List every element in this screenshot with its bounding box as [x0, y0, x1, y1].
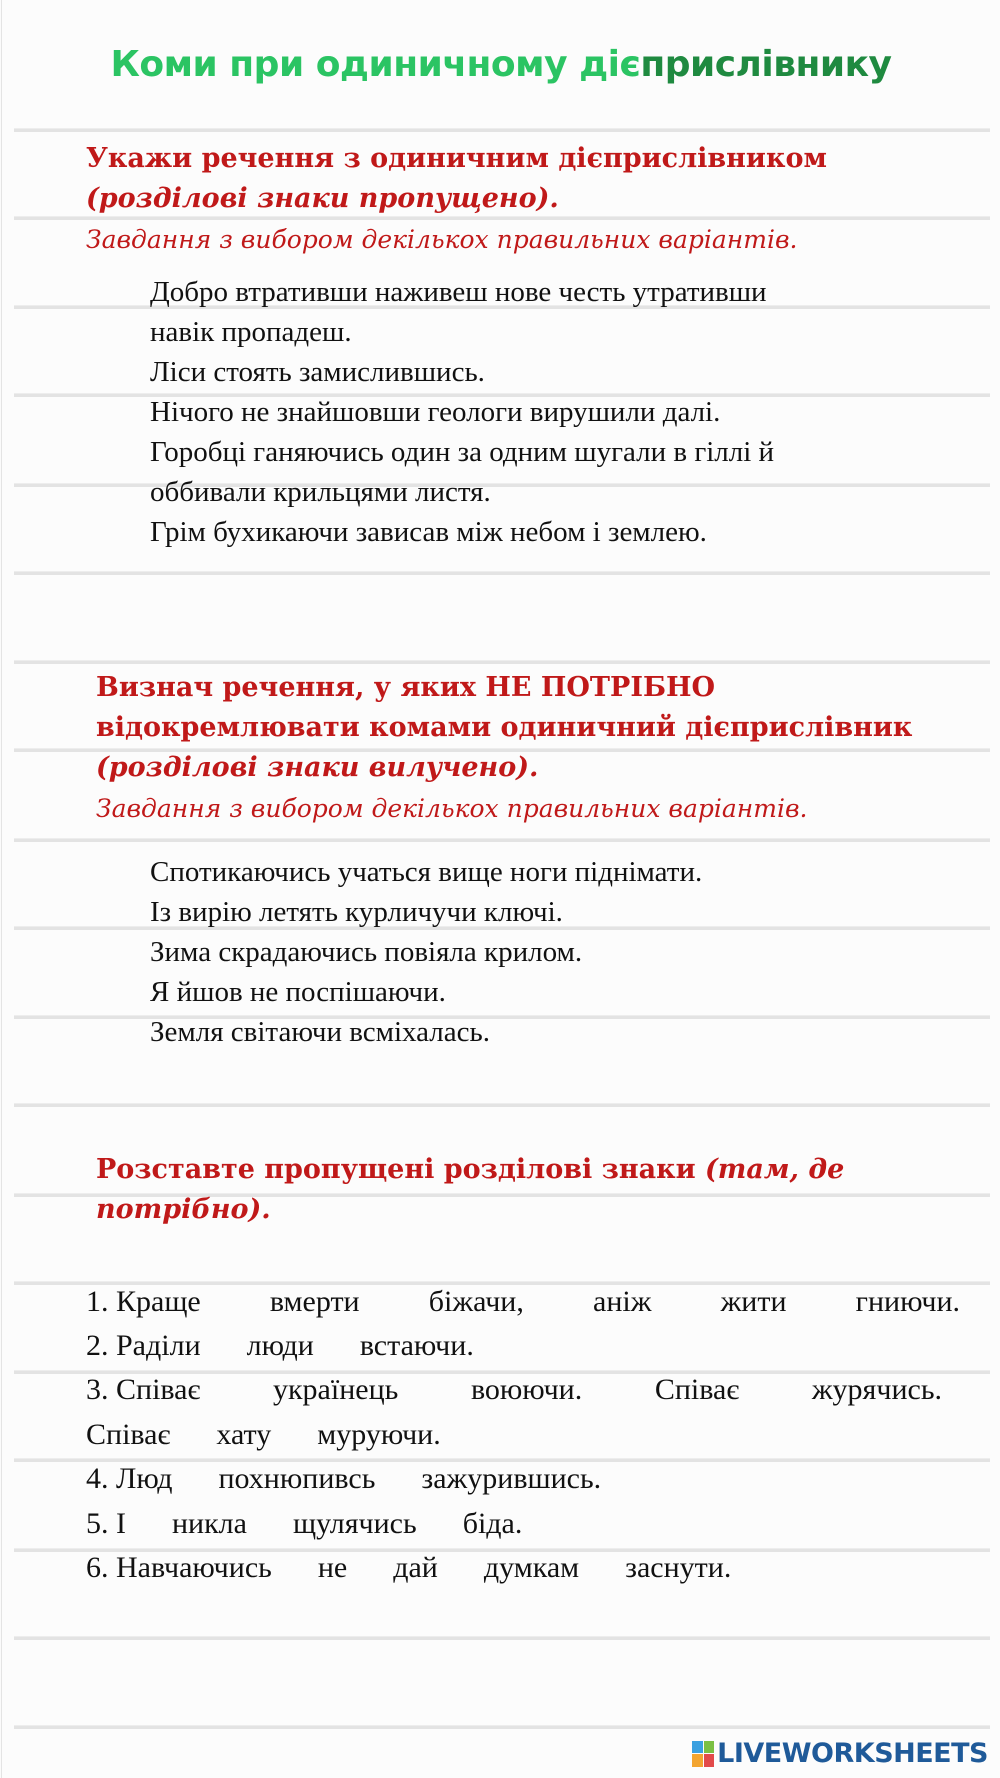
- task3-heading-note: потрібно).: [96, 1194, 271, 1225]
- title-part-dark: прислівнику: [640, 44, 892, 85]
- exercise-line: [86, 1413, 960, 1457]
- ruled-line: [14, 571, 990, 575]
- title-part-light: Коми при одиничному діє: [110, 44, 641, 85]
- task2-subtitle: Завдання з вибором декількох правильних варіантів.: [96, 794, 808, 823]
- exercise-word[interactable]: Співає: [654, 1373, 740, 1406]
- task2-heading: [96, 668, 912, 788]
- exercise-line: [86, 1324, 960, 1368]
- task2-heading-note: (розділові знаки вилучено).: [96, 752, 539, 783]
- exercise-word[interactable]: похнюпивсь: [218, 1462, 376, 1495]
- exercise-word[interactable]: не: [317, 1551, 348, 1584]
- exercise-word[interactable]: аніж: [593, 1285, 652, 1318]
- ruled-line: [14, 660, 990, 664]
- task2-heading-line: відокремлювати комами одиничний дієприслівник: [96, 712, 913, 743]
- task2-option[interactable]: Я йшов не поспішаючи.: [150, 976, 446, 1008]
- exercise-word[interactable]: 4. Люд: [86, 1462, 173, 1495]
- exercise-word[interactable]: заснути.: [625, 1551, 732, 1584]
- ruled-line: [14, 128, 990, 132]
- task3-heading-text: Розставте пропущені розділові знаки: [96, 1154, 706, 1185]
- task2-option[interactable]: Земля світаючи всміхалась.: [150, 1016, 490, 1048]
- exercise-line: [86, 1280, 960, 1324]
- ruled-line: [14, 1103, 990, 1107]
- exercise-line: [86, 1546, 960, 1590]
- task1-option[interactable]: Нічого не знайшовши геологи вирушили далі.: [150, 396, 721, 428]
- exercise-word[interactable]: журячись.: [811, 1373, 942, 1406]
- exercise-word[interactable]: українець: [272, 1373, 399, 1406]
- task2-option[interactable]: Зима скрадаючись повіяла крилом.: [150, 936, 583, 968]
- task1-heading-note: (розділові знаки пропущено).: [86, 183, 559, 214]
- exercise-word[interactable]: 1. Краще: [86, 1285, 201, 1318]
- exercise-word[interactable]: зажурившись.: [421, 1462, 602, 1495]
- task3-heading: [96, 1150, 844, 1230]
- exercise-word[interactable]: 2. Раділи: [86, 1329, 201, 1362]
- exercise-word[interactable]: муруючи.: [317, 1418, 441, 1451]
- exercise-word[interactable]: 5. І: [86, 1507, 126, 1540]
- task1-subtitle: Завдання з вибором декількох правильних варіантів.: [86, 225, 798, 254]
- exercise-word[interactable]: думкам: [483, 1551, 580, 1584]
- exercise-word[interactable]: 6. Навчаючись: [86, 1551, 272, 1584]
- page-title: [2, 44, 1000, 85]
- exercise-word[interactable]: щулячись: [292, 1507, 417, 1540]
- task1-option[interactable]: Горобці ганяючись один за одним шугали в гіллі й: [150, 436, 775, 468]
- exercise-word[interactable]: біжачи,: [428, 1285, 524, 1318]
- exercise-word[interactable]: никла: [172, 1507, 247, 1540]
- liveworksheets-logo-icon: [692, 1741, 714, 1767]
- ruled-line: [14, 1725, 990, 1729]
- task2-option[interactable]: Із вирію летять курличучи ключі.: [150, 896, 563, 928]
- exercise-line: [86, 1502, 960, 1546]
- exercise-word[interactable]: жити: [720, 1285, 787, 1318]
- exercise-word[interactable]: гниючи.: [855, 1285, 960, 1318]
- worksheet-page: [1, 0, 1000, 1778]
- task2-option[interactable]: Спотикаючись учаться вище ноги піднімати.: [150, 856, 703, 888]
- task1-heading-text: Укажи речення з одиничним дієприслівником: [86, 143, 827, 174]
- exercise-line: [86, 1368, 942, 1412]
- exercise-word[interactable]: біда.: [462, 1507, 523, 1540]
- logo-text: LIVEWORKSHEETS: [717, 1738, 988, 1769]
- exercise-word[interactable]: хату: [216, 1418, 272, 1451]
- task3-heading-note: (там, де: [705, 1154, 845, 1185]
- ruled-line: [14, 1636, 990, 1640]
- task1-option[interactable]: Грім бухикаючи зависав між небом і землею.: [150, 516, 707, 548]
- exercise-word[interactable]: дай: [393, 1551, 438, 1584]
- exercise-word[interactable]: вмерти: [269, 1285, 360, 1318]
- task1-option-continuation[interactable]: оббивали крильцями листя.: [150, 476, 491, 508]
- exercise-word[interactable]: люди: [246, 1329, 314, 1362]
- ruled-line: [14, 838, 990, 842]
- exercise-word[interactable]: 3. Співає: [86, 1373, 201, 1406]
- task1-option[interactable]: Добро втративши наживеш нове честь утративши: [150, 276, 767, 308]
- exercise-word[interactable]: воюючи.: [470, 1373, 583, 1406]
- exercise-word[interactable]: встаючи.: [359, 1329, 474, 1362]
- task1-option[interactable]: Ліси стоять замислившись.: [150, 356, 485, 388]
- task1-heading: [86, 139, 827, 219]
- exercise-word[interactable]: Співає: [86, 1418, 171, 1451]
- task1-option-continuation[interactable]: навік пропадеш.: [150, 316, 352, 348]
- task2-heading-line: Визнач речення, у яких НЕ ПОТРІБНО: [96, 672, 716, 703]
- liveworksheets-logo[interactable]: [692, 1738, 988, 1769]
- exercise-line: [86, 1457, 960, 1501]
